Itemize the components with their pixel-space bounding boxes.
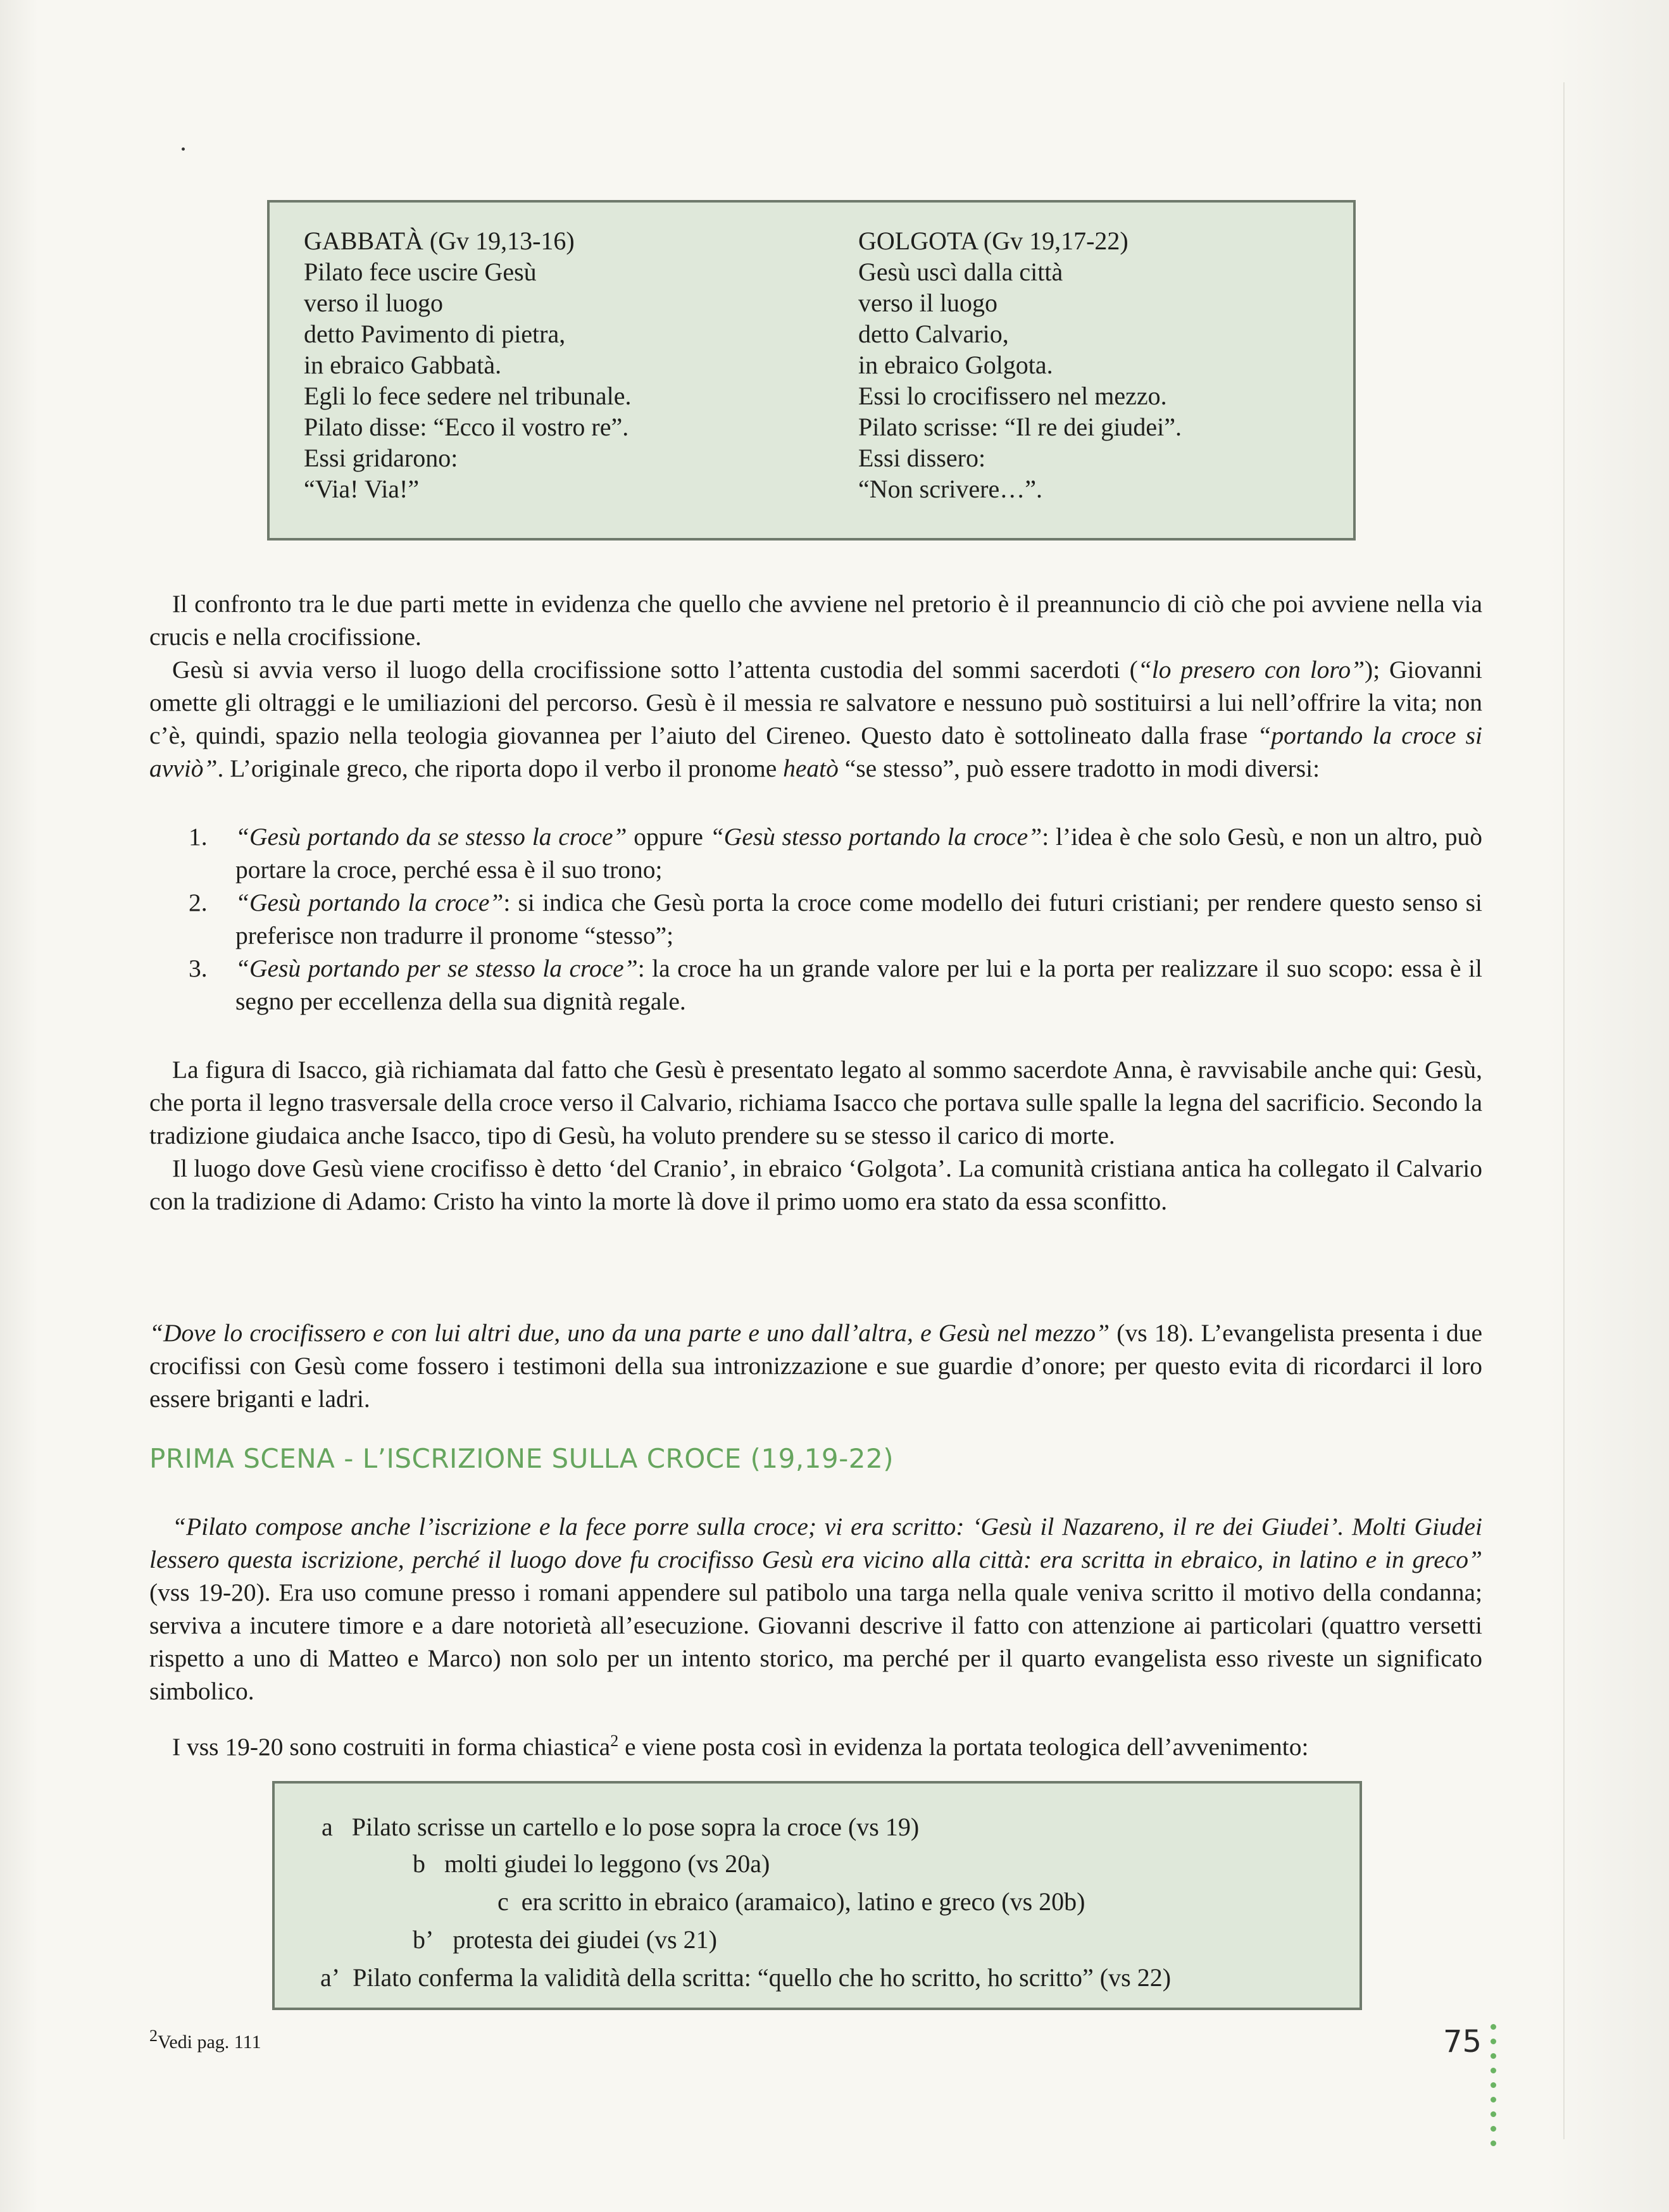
section-heading: PRIMA SCENA - L’ISCRIZIONE SULLA CROCE (19,19-22) — [149, 1443, 894, 1474]
footnote-ref: 2 — [610, 1731, 619, 1750]
dot-icon — [1491, 2068, 1496, 2073]
text-run: Gesù si avvia verso il luogo della crocifissione sotto l’attenta custodia del sommi sacerdoti ( — [172, 656, 1138, 684]
quote-run: “Gesù portando la croce” — [235, 889, 504, 916]
box-line: Pilato scrisse: “Il re dei giudei”. — [858, 413, 1182, 441]
chiasm-text: protesta dei giudei (vs 21) — [453, 1925, 718, 1954]
list-number: 3. — [189, 954, 208, 982]
quote-run: “Gesù stesso portando la croce” — [709, 823, 1042, 851]
paragraph — [149, 1316, 1482, 1415]
box-line: GABBATÀ (Gv 19,13-16) — [304, 227, 575, 255]
box-line: Egli lo fece sedere nel tribunale. — [304, 382, 632, 410]
list-item — [149, 886, 1482, 952]
chiasm-text: era scritto in ebraico (aramaico), latino e greco (vs 20b) — [521, 1887, 1085, 1916]
box-line: verso il luogo — [304, 289, 443, 317]
quote-run: “Pilato compose anche l’iscrizione e la fece porre sulla croce; vi era scritto: ‘Gesù il Nazareno, il re dei Giudei’. Molti Giudei lessero questa iscrizione, perché il luogo dove fu crocifisso Gesù era vicino alla città: era scritta in ebraico, in latino e in greco” — [149, 1513, 1482, 1573]
stray-dot — [182, 147, 185, 151]
box-line: in ebraico Gabbatà. — [304, 351, 502, 379]
text-run: oppure — [627, 823, 710, 851]
dot-icon — [1491, 2053, 1496, 2059]
box-line: Gesù uscì dalla città — [858, 258, 1063, 286]
text-run: “se stesso”, può essere tradotto in modi diversi: — [838, 754, 1320, 782]
footnote — [149, 2027, 261, 2053]
dot-icon — [1491, 2097, 1496, 2103]
chiasm-line-a-prime — [320, 1962, 1171, 1994]
chiasm-label: a — [322, 1813, 333, 1841]
quote-run: “Dove lo crocifissero e con lui altri due, uno da una parte e uno dall’altra, e Gesù nel mezzo” — [149, 1319, 1110, 1347]
quote-run: “Gesù portando da se stesso la croce” — [235, 823, 627, 851]
text-run: ); Giovanni omette gli oltraggi e le umiliazioni del percorso. Gesù è il messia re salvatore e nessuno può sostituirsi a lui nell’offrire la vita; non c’è, quindi, spazio nella teologia giovannea per l’aiuto del Cireneo. Questo dato è sottolineato dalla frase — [149, 656, 1482, 749]
dot-icon — [1491, 2126, 1496, 2132]
section-text — [149, 1510, 1482, 1708]
box-line: Pilato fece uscire Gesù — [304, 258, 537, 286]
box-line: Essi dissero: — [858, 444, 986, 472]
body-text-lower — [149, 1316, 1482, 1415]
box-line: Pilato disse: “Ecco il vostro re”. — [304, 413, 629, 441]
paragraph — [149, 653, 1482, 785]
chiasm-label: b — [413, 1849, 425, 1878]
golgota-column — [858, 225, 1182, 504]
list-item — [149, 820, 1482, 886]
chiasm-line-c — [497, 1886, 1085, 1918]
text-run: : si indica che Gesù porta la croce come modello dei futuri cristiani; per rendere questo senso si preferisce non tradurre il pronome “stesso”; — [235, 889, 1482, 949]
chiasm-label: c — [497, 1887, 509, 1916]
chiasm-label: a’ — [320, 1963, 341, 1992]
quote-run: “Gesù portando per se stesso la croce” — [235, 954, 638, 982]
quote-run: “portando la croce si avviò” — [149, 722, 1482, 782]
list-number: 1. — [189, 823, 208, 851]
paragraph — [149, 1730, 1482, 1763]
numbered-list — [149, 820, 1482, 1018]
paragraph: Il confronto tra le due parti mette in evidenza che quello che avviene nel pretorio è il preannuncio di ciò che poi avviene nella via crucis e nella crocifissione. — [149, 590, 1482, 651]
dot-icon — [1491, 2024, 1496, 2030]
chiasm-line-b-prime — [413, 1924, 717, 1956]
dot-icon — [1491, 2039, 1496, 2044]
paragraph — [149, 1510, 1482, 1708]
quote-run: “lo presero con loro” — [1137, 656, 1365, 684]
text-run: : la croce ha un grande valore per lui e la porta per realizzare il suo scopo: essa è il segno per eccellenza della sua dignità regale. — [235, 954, 1482, 1015]
box-line: verso il luogo — [858, 289, 997, 317]
box-line: “Via! Via!” — [304, 475, 420, 503]
list-item — [149, 952, 1482, 1018]
box-line: “Non scrivere…”. — [858, 475, 1042, 503]
footnote-text: Vedi pag. 111 — [158, 2032, 261, 2053]
box-line: detto Pavimento di pietra, — [304, 320, 566, 348]
box-line: in ebraico Golgota. — [858, 351, 1053, 379]
scan-edge — [1563, 82, 1565, 2139]
chiasm-text: Pilato scrisse un cartello e lo pose sopra la croce (vs 19) — [351, 1813, 920, 1841]
comparison-box — [267, 200, 1356, 541]
gabbata-column — [304, 225, 632, 504]
box-line: Essi lo crocifissero nel mezzo. — [858, 382, 1167, 410]
text-run: e viene posta così in evidenza la portata teologica dell’avvenimento: — [618, 1733, 1309, 1761]
box-line: detto Calvario, — [858, 320, 1009, 348]
body-text-upper — [149, 587, 1482, 785]
dot-icon — [1491, 2082, 1496, 2088]
body-text-middle — [149, 1053, 1482, 1218]
text-run: I vss 19-20 sono costruiti in forma chiastica — [172, 1733, 611, 1761]
paragraph: La figura di Isacco, già richiamata dal fatto che Gesù è presentato legato al sommo sacerdote Anna, è ravvisabile anche qui: Gesù, che porta il legno trasversale della croce verso il Calvario, richiama Isacco che portava sulle spalle la legna del sacrificio. Secondo la tradizione giudaica anche Isacco, tipo di Gesù, ha voluto prendere su se stesso il carico di morte. — [149, 1056, 1482, 1149]
text-run: (vss 19-20). Era uso comune presso i romani appendere sul patibolo una targa nella quale veniva scritto il motivo della condanna; serviva a incutere timore e a dare notorietà all’esecuzione. Giovanni descrive il fatto con attenzione ai particolari (quattro versetti rispetto a uno di Matteo e Marco) non solo per un intento storico, ma perché per il quarto evangelista esso riveste un significato simbolico. — [149, 1578, 1482, 1705]
paragraph: Il luogo dove Gesù viene crocifisso è detto ‘del Cranio’, in ebraico ‘Golgota’. La comunità cristiana antica ha collegato il Calvario con la tradizione di Adamo: Cristo ha vinto la morte là dove il primo uomo era stato da essa sconfitto. — [149, 1154, 1482, 1215]
text-run: (vs 18). L’evangelista presenta i due crocifissi con Gesù come fossero i testimoni della sua intronizzazione e sue guardie d’onore; per questo evita di ricordarci il loro essere briganti e ladri. — [149, 1319, 1482, 1413]
page-number: 75 — [1443, 2024, 1482, 2059]
chiasm-text: Pilato conferma la validità della scritta: “quello che ho scritto, ho scritto” (vs 22) — [353, 1963, 1172, 1992]
box-line: GOLGOTA (Gv 19,17-22) — [858, 227, 1128, 255]
chiasm-label: b’ — [413, 1925, 434, 1954]
chiasm-text: molti giudei lo leggono (vs 20a) — [444, 1849, 770, 1878]
text-run: . L’originale greco, che riporta dopo il verbo il pronome — [217, 754, 784, 782]
dot-icon — [1491, 2111, 1496, 2117]
box-line: Essi gridarono: — [304, 444, 458, 472]
chiasm-line-a — [322, 1811, 919, 1843]
quote-run: heatò — [783, 754, 839, 782]
dot-icon — [1491, 2140, 1496, 2146]
chiasm-line-b — [413, 1848, 770, 1880]
list-number: 2. — [189, 889, 208, 916]
text-run: : l’idea è che solo Gesù, e non un altro, può portare la croce, perché essa è il suo trono; — [235, 823, 1483, 884]
footnote-mark: 2 — [149, 2027, 158, 2045]
decorative-dots — [1491, 2024, 1497, 2155]
chiasm-intro — [149, 1730, 1482, 1763]
